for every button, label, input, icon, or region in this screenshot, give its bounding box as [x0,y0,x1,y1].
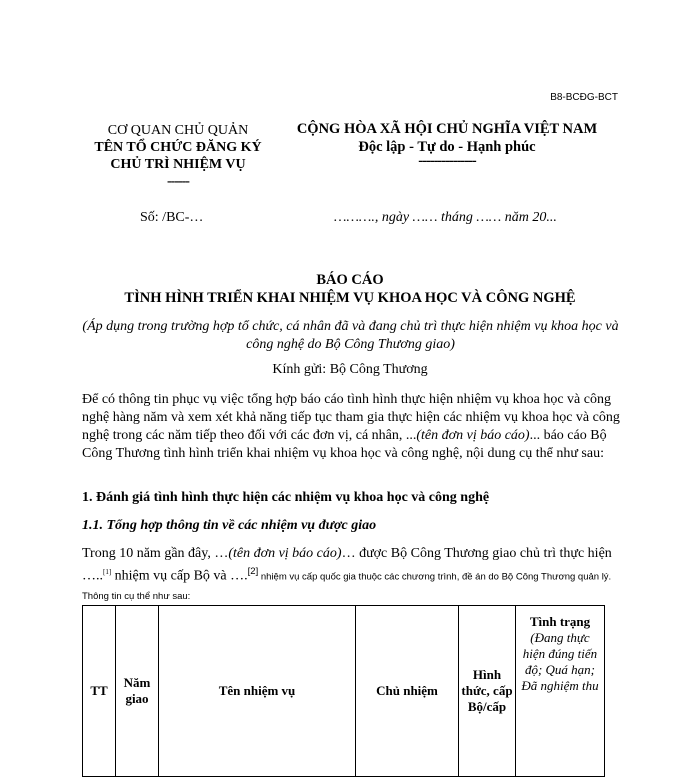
intro-text-a: Để có thông tin phục vụ việc tổng hợp báo cáo tình hình thực hiện nhiệm vụ khoa học và công nghệ hàng năm và xem xét khả năng tiếp tục tham gia thực hiện các nhiệm vụ khoa học và công nghệ trong các năm tiếp theo đối với các đơn vị, cá nhân, ... [82,392,620,443]
tasks-table [82,605,605,777]
document-title: BÁO CÁO [316,272,384,288]
status-options: (Đang thực hiện đúng tiến độ; Quá hạn; Đã nghiệm thu [521,630,599,693]
section-1-1-heading: 1.1. Tổng hợp thông tin về các nhiệm vụ được giao [82,518,377,533]
footnote-ref-2[interactable]: [2] [247,566,259,577]
tasks-text-e: nhiệm vụ cấp quốc gia thuộc các chương trình, đề án do Bộ Công Thương quản lý. Thông tin cụ thể như sau: [82,571,612,602]
document-number: Số: /BC-… [140,210,204,225]
col-form: Hình thức, cấp Bộ/cấp [459,606,516,777]
document-subject: TÌNH HÌNH TRIỂN KHAI NHIỆM VỤ KHOA HỌC VÀ CÔNG NGHỆ [124,290,576,306]
national-header [282,120,612,169]
col-status [516,606,605,777]
document-date: ………., ngày …… tháng …… năm 20... [334,210,557,225]
organization-name: TÊN TỔ CHỨC ĐĂNG KÝ [94,140,262,155]
intro-paragraph [82,391,622,463]
tasks-paragraph [82,545,622,606]
tasks-text-c: … được Bộ Công Thương giao chủ trì thực hiện ….. [82,546,612,584]
col-task-name: Tên nhiệm vụ [159,606,356,777]
left-header-divider: ------ [167,174,189,189]
issuing-agency-header [78,122,278,190]
recipient-line: Kính gửi: Bộ Công Thương [272,362,428,377]
tasks-text-a: Trong 10 năm gần đây, … [82,546,229,561]
col-year: Năm giao [116,606,159,777]
footnote-ref-1[interactable]: [1] [103,568,112,576]
status-heading: Tình trạng [529,614,591,629]
col-tt: TT [83,606,116,777]
right-header-divider: --------------- [418,153,476,169]
tasks-text-d: nhiệm vụ cấp Bộ và …. [111,568,248,584]
table-header-row [83,606,605,777]
document-scope-note: (Áp dụng trong trường hợp tổ chức, cá nhân đã và đang chủ trì thực hiện nhiệm vụ khoa học và công nghệ do Bộ Công Thương giao) [82,319,619,352]
tasks-unit-placeholder: (tên đơn vị báo cáo) [228,546,342,561]
intro-unit-placeholder: (tên đơn vị báo cáo) [416,428,530,443]
intro-text-c: ... báo cáo Bộ Công Thương tình hình triển khai nhiệm vụ khoa học và công nghệ, nội dung cụ thể như sau: [82,428,607,461]
national-motto: Độc lập - Tự do - Hạnh phúc [358,139,536,155]
section-1-heading: 1. Đánh giá tình hình thực hiện các nhiệm vụ khoa học và công nghệ [82,490,490,505]
country-name: CỘNG HÒA XÃ HỘI CHỦ NGHĨA VIỆT NAM [296,121,598,137]
col-lead: Chủ nhiệm [356,606,459,777]
parent-agency: CƠ QUAN CHỦ QUẢN [107,123,249,138]
organization-role: CHỦ TRÌ NHIỆM VỤ [110,157,246,172]
form-code: B8-BCĐG-BCT [550,92,618,103]
